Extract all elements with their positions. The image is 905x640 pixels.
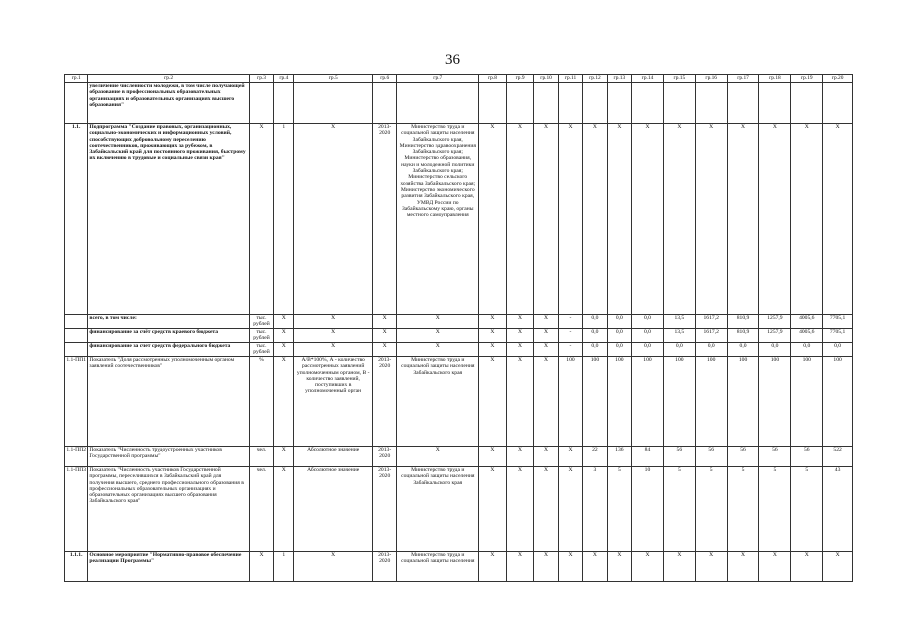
table-cell: 1.1-ПП1 xyxy=(65,357,88,447)
table-cell: Х xyxy=(397,343,479,357)
table-cell: 2013-2020 xyxy=(372,552,396,582)
table-cell: Х xyxy=(372,315,396,329)
table-cell xyxy=(759,83,791,124)
table-cell: Показатель "Численность трудоустроенных участников Государственной программы" xyxy=(88,447,249,467)
table-cell: Х xyxy=(583,124,607,315)
table-cell: Х xyxy=(759,124,791,315)
column-header: гр.14 xyxy=(632,75,664,83)
table-cell: 56 xyxy=(727,447,759,467)
table-cell: 1617,2 xyxy=(695,329,727,343)
table-cell: 0,0 xyxy=(759,343,791,357)
table-cell xyxy=(372,83,396,124)
column-header: гр.19 xyxy=(791,75,823,83)
table-cell: 4005,6 xyxy=(791,329,823,343)
table-cell: Х xyxy=(583,552,607,582)
table-cell: 2013-2020 xyxy=(372,124,396,315)
table-cell: 1 xyxy=(274,552,294,582)
table-cell xyxy=(607,83,631,124)
table-cell: 100 xyxy=(759,357,791,447)
table-cell: 5 xyxy=(695,467,727,552)
table-cell: Абсолютное значение xyxy=(294,447,373,467)
table-cell: Х xyxy=(823,552,853,582)
table-cell: Х xyxy=(506,329,534,343)
table-cell: Х xyxy=(294,315,373,329)
table-cell: чел. xyxy=(249,467,273,552)
table-cell: 1.1-ПП3 xyxy=(65,467,88,552)
table-cell: Х xyxy=(558,124,582,315)
table-cell: 5 xyxy=(759,467,791,552)
table-cell: Х xyxy=(506,467,534,552)
table-cell: А/В*100%, А - количество рассмотренных заявлений уполномоченным органом, В - количество заявлений, поступивших в уполномоченный орган xyxy=(294,357,373,447)
table-cell: Х xyxy=(294,329,373,343)
table-cell: 100 xyxy=(791,357,823,447)
table-cell: Х xyxy=(607,124,631,315)
column-header: гр.12 xyxy=(583,75,607,83)
column-header: гр.15 xyxy=(663,75,695,83)
table-cell xyxy=(479,83,507,124)
table-cell: Х xyxy=(479,124,507,315)
table-cell: Х xyxy=(663,124,695,315)
table-cell xyxy=(727,83,759,124)
table-cell: Х xyxy=(397,329,479,343)
table-cell: 5 xyxy=(727,467,759,552)
table-cell: 100 xyxy=(823,357,853,447)
table-cell: Х xyxy=(294,343,373,357)
table-cell: Х xyxy=(249,552,273,582)
column-header: гр.8 xyxy=(479,75,507,83)
table-cell xyxy=(663,83,695,124)
table-cell: чел. xyxy=(249,447,273,467)
table-cell: увеличение численности молодежи, в том числе получающей образование в профессиональных образовательных организациях и образовательных организациях высшего образования" xyxy=(88,83,249,124)
table-cell: - xyxy=(558,315,582,329)
table-cell: 0,0 xyxy=(727,343,759,357)
table-cell: Х xyxy=(479,357,507,447)
table-cell: 0,0 xyxy=(607,329,631,343)
column-header: гр.5 xyxy=(294,75,373,83)
table-cell xyxy=(249,83,273,124)
table-cell: 3 xyxy=(583,467,607,552)
table-cell: Х xyxy=(695,552,727,582)
table-cell: 0,0 xyxy=(823,343,853,357)
page-number: 36 xyxy=(445,52,460,68)
table-cell: Х xyxy=(249,124,273,315)
table-cell: 0,0 xyxy=(791,343,823,357)
table-cell: Х xyxy=(607,552,631,582)
table-cell: 100 xyxy=(558,357,582,447)
program-table xyxy=(64,74,853,582)
table-cell: Х xyxy=(479,552,507,582)
table-cell xyxy=(294,83,373,124)
column-header: гр.3 xyxy=(249,75,273,83)
table-cell: 43 xyxy=(823,467,853,552)
header-row xyxy=(65,75,853,83)
table-cell: 2013-2020 xyxy=(372,467,396,552)
table-cell: 522 xyxy=(823,447,853,467)
column-header: гр.13 xyxy=(607,75,631,83)
table-cell: 100 xyxy=(607,357,631,447)
table-cell xyxy=(274,83,294,124)
table-cell: Основное мероприятие "Нормативно-правовое обеспечение реализации Программы" xyxy=(88,552,249,582)
column-header: гр.17 xyxy=(727,75,759,83)
table-cell: финансирование за счет средств федерального бюджета xyxy=(88,343,249,357)
table-cell: 100 xyxy=(727,357,759,447)
table-cell: Х xyxy=(534,467,558,552)
table-cell: 1617,2 xyxy=(695,315,727,329)
table-cell: 13,5 xyxy=(663,329,695,343)
table-cell: Х xyxy=(294,552,373,582)
table-cell: Министерство труда и социальной защиты населения Забайкальского края, Министерство здравоохранения Забайкальского края; Министерство образования, науки и молодежной политики Забайкальского края; Министерство сельского хозяйства Забайкальского края; Министерство экономического развития Забайкальского края, УМВД России по Забайкальскому краю, органы местного самоуправления xyxy=(397,124,479,315)
table-cell xyxy=(823,83,853,124)
table-cell: Подпрограмма "Создание правовых, организационных, социально-экономических и информационных условий, способствующих добровольному переселению соотечественников, проживающих за рубежом, в Забайкальский край для постоянного проживания, быстрому их включению в трудовые и социальные связи края" xyxy=(88,124,249,315)
table-cell: Министерство труда и социальной защиты населения Забайкальского края xyxy=(397,467,479,552)
table-row xyxy=(65,124,853,315)
table-cell: 0,0 xyxy=(632,343,664,357)
table-cell: 0,0 xyxy=(583,315,607,329)
table-cell: 0,0 xyxy=(607,315,631,329)
column-header: гр.7 xyxy=(397,75,479,83)
table-cell: Х xyxy=(397,315,479,329)
table-row xyxy=(65,83,853,124)
table-cell: 56 xyxy=(695,447,727,467)
column-header: гр.2 xyxy=(88,75,249,83)
table-cell xyxy=(65,343,88,357)
table-cell: тыс. рублей xyxy=(249,315,273,329)
table-cell: Х xyxy=(506,315,534,329)
table-cell: 1.1-ПП2 xyxy=(65,447,88,467)
table-cell: Х xyxy=(558,467,582,552)
table-cell: Х xyxy=(274,329,294,343)
table-cell: финансирование за счёт средств краевого бюджета xyxy=(88,329,249,343)
table-cell: Х xyxy=(727,552,759,582)
table-cell: 2013-2020 xyxy=(372,357,396,447)
table-cell xyxy=(632,83,664,124)
column-header: гр.16 xyxy=(695,75,727,83)
column-header: гр.9 xyxy=(506,75,534,83)
table-cell: 56 xyxy=(759,447,791,467)
table-cell: тыс. рублей xyxy=(249,329,273,343)
table-cell: Х xyxy=(534,357,558,447)
table-cell: 1.1. xyxy=(65,124,88,315)
table-cell: Х xyxy=(791,124,823,315)
table-cell: Абсолютное значение xyxy=(294,467,373,552)
table-cell xyxy=(65,315,88,329)
table-cell: 4005,6 xyxy=(791,315,823,329)
table-cell: Х xyxy=(534,343,558,357)
table-cell: Х xyxy=(479,329,507,343)
table-cell: 56 xyxy=(663,447,695,467)
table-cell xyxy=(583,83,607,124)
table-cell xyxy=(695,83,727,124)
table-cell: Х xyxy=(695,124,727,315)
table-cell: 0,0 xyxy=(663,343,695,357)
table-cell: 100 xyxy=(663,357,695,447)
table-cell: Х xyxy=(663,552,695,582)
table-cell: 7705,1 xyxy=(823,315,853,329)
table-cell xyxy=(397,83,479,124)
table-cell: 100 xyxy=(632,357,664,447)
table-cell: 0,0 xyxy=(583,329,607,343)
table-row xyxy=(65,329,853,343)
table-row xyxy=(65,467,853,552)
table-cell: 56 xyxy=(791,447,823,467)
table-cell: 5 xyxy=(607,467,631,552)
column-header: гр.10 xyxy=(534,75,558,83)
table-cell: 1257,9 xyxy=(759,315,791,329)
table-cell: Х xyxy=(632,124,664,315)
table-cell: Х xyxy=(397,447,479,467)
table-cell: 0,0 xyxy=(632,315,664,329)
table-cell: Х xyxy=(534,447,558,467)
table-cell: Х xyxy=(534,552,558,582)
table-cell: Х xyxy=(506,552,534,582)
table-cell: 100 xyxy=(695,357,727,447)
table-cell: Х xyxy=(632,552,664,582)
table-cell: Х xyxy=(534,315,558,329)
table-cell: % xyxy=(249,357,273,447)
table-cell: Показатель "Доля рассмотренных уполномоченным органом заявлений соотечественников" xyxy=(88,357,249,447)
table-cell: Министерство труда и социальной защиты населения Забайкальского края xyxy=(397,357,479,447)
table-cell: 0,0 xyxy=(695,343,727,357)
table-cell: Х xyxy=(274,447,294,467)
table-cell: Х xyxy=(274,357,294,447)
table-cell: Показатель "Численность участников Государственной программы, переселившихся в Забайкальский край для получения высшего, среднего профессионального образования в профессиональных образовательных организациях и образовательных организациях высшего образования Забайкальского края" xyxy=(88,467,249,552)
table-cell: всего, в том числе: xyxy=(88,315,249,329)
table-cell: 13,5 xyxy=(663,315,695,329)
table-cell: Х xyxy=(479,467,507,552)
table-cell: Х xyxy=(791,552,823,582)
table-cell: Х xyxy=(727,124,759,315)
table-cell: - xyxy=(558,343,582,357)
table-cell: Х xyxy=(506,124,534,315)
table-row xyxy=(65,552,853,582)
table-cell: 810,9 xyxy=(727,315,759,329)
table-cell xyxy=(558,83,582,124)
table-cell: 84 xyxy=(632,447,664,467)
table-cell xyxy=(506,83,534,124)
table-cell: - xyxy=(558,329,582,343)
table-cell: Х xyxy=(558,552,582,582)
table-cell: Х xyxy=(479,315,507,329)
table-cell xyxy=(65,329,88,343)
table-cell: Х xyxy=(823,124,853,315)
table-cell: 810,9 xyxy=(727,329,759,343)
table-cell: 1 xyxy=(274,124,294,315)
table-cell: 10 xyxy=(632,467,664,552)
column-header: гр.1 xyxy=(65,75,88,83)
table-cell: Х xyxy=(372,329,396,343)
table-cell: Х xyxy=(274,315,294,329)
table-cell: Министерство труда и социальной защиты населения xyxy=(397,552,479,582)
table-row xyxy=(65,357,853,447)
table-cell: Х xyxy=(506,357,534,447)
table-cell: 5 xyxy=(663,467,695,552)
table-row xyxy=(65,343,853,357)
table-cell: Х xyxy=(759,552,791,582)
table-cell: Х xyxy=(274,467,294,552)
table-cell: 2013-2020 xyxy=(372,447,396,467)
table-cell: 22 xyxy=(583,447,607,467)
table-cell: 1257,9 xyxy=(759,329,791,343)
table-cell: 136 xyxy=(607,447,631,467)
table-cell xyxy=(534,83,558,124)
table-cell: Х xyxy=(294,124,373,315)
table-cell: 1.1.1. xyxy=(65,552,88,582)
table-cell: Х xyxy=(479,447,507,467)
table-cell: Х xyxy=(506,447,534,467)
table-row xyxy=(65,315,853,329)
table-cell: Х xyxy=(534,329,558,343)
table-cell xyxy=(791,83,823,124)
table-cell: тыс. рублей xyxy=(249,343,273,357)
column-header: гр.11 xyxy=(558,75,582,83)
column-header: гр.18 xyxy=(759,75,791,83)
column-header: гр.20 xyxy=(823,75,853,83)
table-cell: 0,0 xyxy=(607,343,631,357)
table-cell: 0,0 xyxy=(583,343,607,357)
table-cell: Х xyxy=(479,343,507,357)
table-cell: Х xyxy=(534,124,558,315)
table-cell: Х xyxy=(506,343,534,357)
table-cell: 0,0 xyxy=(632,329,664,343)
table-cell xyxy=(65,83,88,124)
column-header: гр.4 xyxy=(274,75,294,83)
table-cell: 7705,1 xyxy=(823,329,853,343)
table-cell: 100 xyxy=(583,357,607,447)
table-row xyxy=(65,447,853,467)
table-cell: 5 xyxy=(791,467,823,552)
table-cell: Х xyxy=(372,343,396,357)
table-cell: Х xyxy=(274,343,294,357)
column-header: гр.6 xyxy=(372,75,396,83)
table-cell: Х xyxy=(558,447,582,467)
